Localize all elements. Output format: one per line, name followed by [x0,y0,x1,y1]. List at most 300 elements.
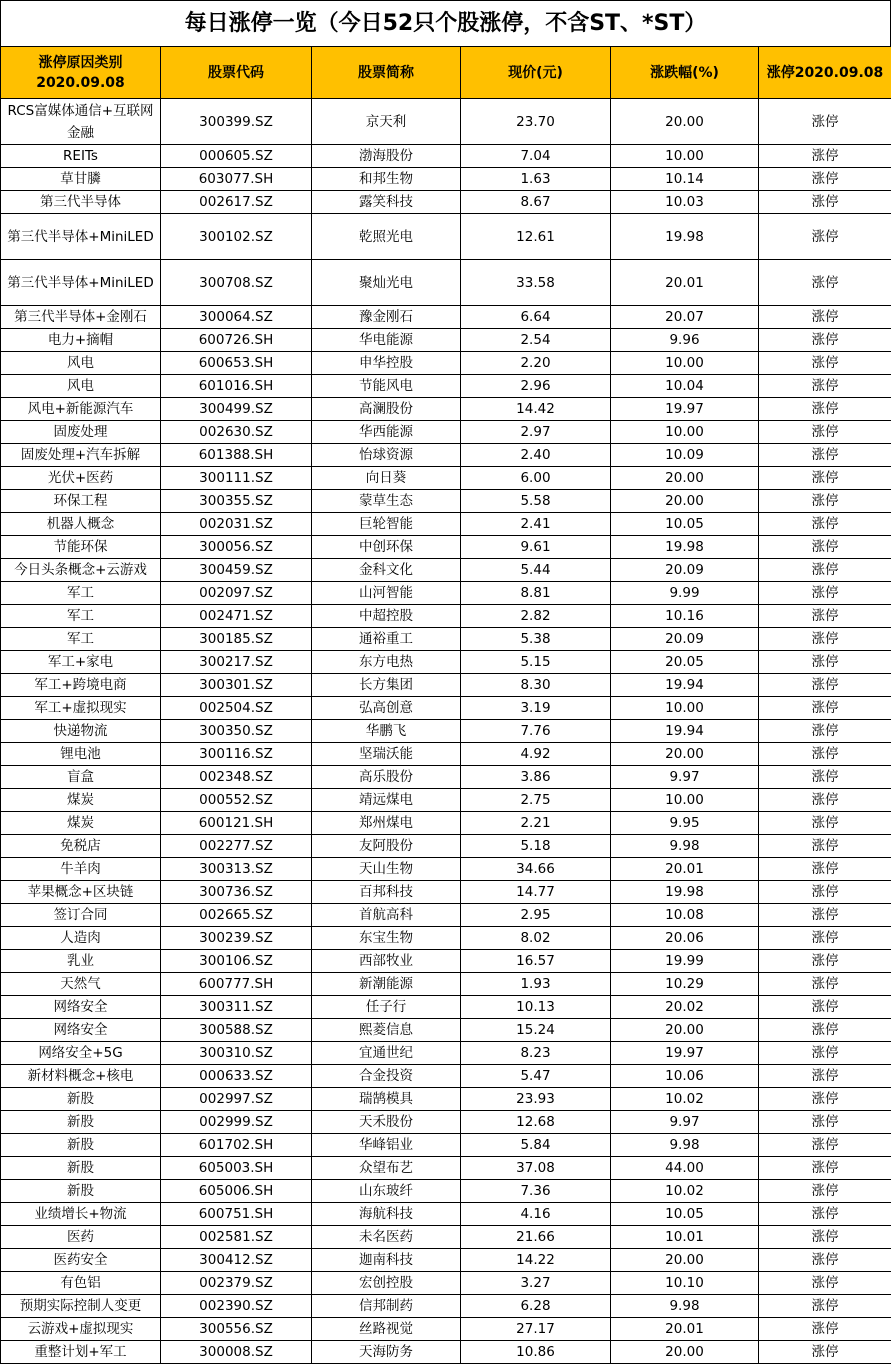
name-cell: 中超控股 [312,605,461,628]
table-row [1,513,891,536]
reason-cell: 军工+跨境电商 [1,674,161,697]
name-cell: 迦南科技 [312,1249,461,1272]
price-cell: 5.18 [461,835,611,858]
status-cell: 涨停 [759,260,891,306]
status-cell: 涨停 [759,1180,891,1203]
code-cell: 300355.SZ [161,490,312,513]
price-cell: 7.76 [461,720,611,743]
price-cell: 6.28 [461,1295,611,1318]
status-cell: 涨停 [759,927,891,950]
name-cell: 巨轮智能 [312,513,461,536]
code-cell: 300399.SZ [161,99,312,145]
price-cell: 2.40 [461,444,611,467]
status-cell: 涨停 [759,973,891,996]
table-row [1,421,891,444]
change-cell: 10.14 [611,168,759,191]
change-cell: 10.10 [611,1272,759,1295]
name-cell: 熙菱信息 [312,1019,461,1042]
price-cell: 8.23 [461,1042,611,1065]
price-cell: 7.04 [461,145,611,168]
price-cell: 15.24 [461,1019,611,1042]
status-cell: 涨停 [759,858,891,881]
name-cell: 山东玻纤 [312,1180,461,1203]
change-cell: 10.00 [611,421,759,444]
table-row [1,1341,891,1364]
table-row [1,444,891,467]
table-row [1,559,891,582]
code-cell: 600121.SH [161,812,312,835]
name-cell: 西部牧业 [312,950,461,973]
status-cell: 涨停 [759,329,891,352]
code-cell: 600653.SH [161,352,312,375]
reason-cell: 电力+摘帽 [1,329,161,352]
reason-cell: 第三代半导体+MiniLED [1,260,161,306]
table-row [1,99,891,145]
table-row [1,651,891,674]
change-cell: 19.94 [611,720,759,743]
table-row [1,720,891,743]
price-cell: 12.68 [461,1111,611,1134]
reason-cell: 网络安全 [1,996,161,1019]
change-cell: 9.96 [611,329,759,352]
header-status: 涨停2020.09.08 [759,47,891,99]
reason-cell: 军工 [1,605,161,628]
code-cell: 600777.SH [161,973,312,996]
price-cell: 8.67 [461,191,611,214]
price-cell: 10.86 [461,1341,611,1364]
code-cell: 002630.SZ [161,421,312,444]
status-cell: 涨停 [759,720,891,743]
reason-cell: 军工+家电 [1,651,161,674]
status-cell: 涨停 [759,605,891,628]
reason-cell: 固废处理 [1,421,161,444]
status-cell: 涨停 [759,766,891,789]
price-cell: 5.38 [461,628,611,651]
code-cell: 300056.SZ [161,536,312,559]
price-cell: 37.08 [461,1157,611,1180]
table-row [1,145,891,168]
table-row [1,927,891,950]
price-cell: 1.93 [461,973,611,996]
reason-cell: 新股 [1,1157,161,1180]
price-cell: 14.77 [461,881,611,904]
price-cell: 2.41 [461,513,611,536]
name-cell: 豫金刚石 [312,306,461,329]
name-cell: 众望布艺 [312,1157,461,1180]
change-cell: 9.97 [611,1111,759,1134]
name-cell: 宏创控股 [312,1272,461,1295]
code-cell: 002379.SZ [161,1272,312,1295]
reason-cell: 业绩增长+物流 [1,1203,161,1226]
table-row [1,582,891,605]
status-cell: 涨停 [759,1341,891,1364]
status-cell: 涨停 [759,1203,891,1226]
change-cell: 20.00 [611,1341,759,1364]
change-cell: 10.02 [611,1180,759,1203]
change-cell: 20.00 [611,467,759,490]
name-cell: 靖远煤电 [312,789,461,812]
name-cell: 向日葵 [312,467,461,490]
status-cell: 涨停 [759,352,891,375]
name-cell: 京天利 [312,99,461,145]
code-cell: 002390.SZ [161,1295,312,1318]
table-row [1,1042,891,1065]
status-cell: 涨停 [759,697,891,720]
table-row [1,306,891,329]
header-price: 现价(元) [461,47,611,99]
code-cell: 300217.SZ [161,651,312,674]
status-cell: 涨停 [759,996,891,1019]
table-row [1,1203,891,1226]
table-row [1,881,891,904]
code-cell: 600751.SH [161,1203,312,1226]
header-row [1,47,891,99]
code-cell: 300459.SZ [161,559,312,582]
table-row [1,352,891,375]
change-cell: 10.08 [611,904,759,927]
price-cell: 2.96 [461,375,611,398]
code-cell: 002665.SZ [161,904,312,927]
table-row [1,467,891,490]
change-cell: 20.01 [611,260,759,306]
name-cell: 东宝生物 [312,927,461,950]
reason-cell: RCS富媒体通信+互联网金融 [1,99,161,145]
name-cell: 和邦生物 [312,168,461,191]
code-cell: 300556.SZ [161,1318,312,1341]
reason-cell: 草甘膦 [1,168,161,191]
price-cell: 3.27 [461,1272,611,1295]
reason-cell: 今日头条概念+云游戏 [1,559,161,582]
reason-cell: 人造肉 [1,927,161,950]
price-cell: 5.15 [461,651,611,674]
code-cell: 002617.SZ [161,191,312,214]
change-cell: 10.00 [611,697,759,720]
reason-cell: 军工 [1,628,161,651]
price-cell: 6.00 [461,467,611,490]
reason-cell: 医药安全 [1,1249,161,1272]
name-cell: 海航科技 [312,1203,461,1226]
reason-cell: 新股 [1,1111,161,1134]
price-cell: 9.61 [461,536,611,559]
change-cell: 19.94 [611,674,759,697]
table-row [1,1249,891,1272]
table-row [1,1272,891,1295]
status-cell: 涨停 [759,674,891,697]
reason-cell: 苹果概念+区块链 [1,881,161,904]
code-cell: 002348.SZ [161,766,312,789]
reason-cell: 盲盒 [1,766,161,789]
table-body [1,99,891,1364]
reason-cell: 牛羊肉 [1,858,161,881]
status-cell: 涨停 [759,1065,891,1088]
change-cell: 9.97 [611,766,759,789]
price-cell: 23.70 [461,99,611,145]
change-cell: 20.01 [611,1318,759,1341]
status-cell: 涨停 [759,421,891,444]
status-cell: 涨停 [759,559,891,582]
change-cell: 20.07 [611,306,759,329]
reason-cell: 煤炭 [1,789,161,812]
reason-cell: 新股 [1,1088,161,1111]
price-cell: 2.21 [461,812,611,835]
status-cell: 涨停 [759,904,891,927]
change-cell: 20.02 [611,996,759,1019]
code-cell: 300102.SZ [161,214,312,260]
table-row [1,628,891,651]
status-cell: 涨停 [759,835,891,858]
table-row [1,1226,891,1249]
table-row [1,697,891,720]
table-row [1,1134,891,1157]
code-cell: 601702.SH [161,1134,312,1157]
price-cell: 2.75 [461,789,611,812]
status-cell: 涨停 [759,950,891,973]
name-cell: 华鹏飞 [312,720,461,743]
name-cell: 天禾股份 [312,1111,461,1134]
change-cell: 19.98 [611,881,759,904]
reason-cell: 新材料概念+核电 [1,1065,161,1088]
status-cell: 涨停 [759,375,891,398]
table-row [1,168,891,191]
sheet-title: 每日涨停一览（今日52只个股涨停，不含ST、*ST） [0,0,891,46]
code-cell: 000552.SZ [161,789,312,812]
name-cell: 新潮能源 [312,973,461,996]
reason-cell: 网络安全 [1,1019,161,1042]
price-cell: 14.22 [461,1249,611,1272]
change-cell: 10.04 [611,375,759,398]
status-cell: 涨停 [759,398,891,421]
status-cell: 涨停 [759,168,891,191]
status-cell: 涨停 [759,743,891,766]
status-cell: 涨停 [759,1019,891,1042]
code-cell: 002581.SZ [161,1226,312,1249]
change-cell: 19.99 [611,950,759,973]
table-row [1,812,891,835]
price-cell: 34.66 [461,858,611,881]
table-row [1,260,891,306]
reason-cell: 天然气 [1,973,161,996]
change-cell: 10.09 [611,444,759,467]
reason-cell: 有色铝 [1,1272,161,1295]
price-cell: 27.17 [461,1318,611,1341]
table-row [1,1295,891,1318]
code-cell: 300301.SZ [161,674,312,697]
change-cell: 19.98 [611,214,759,260]
code-cell: 300008.SZ [161,1341,312,1364]
reason-cell: 新股 [1,1134,161,1157]
status-cell: 涨停 [759,214,891,260]
name-cell: 长方集团 [312,674,461,697]
name-cell: 瑞鹄模具 [312,1088,461,1111]
reason-cell: 快递物流 [1,720,161,743]
table-row [1,398,891,421]
code-cell: 605003.SH [161,1157,312,1180]
price-cell: 5.84 [461,1134,611,1157]
reason-cell: 军工+虚拟现实 [1,697,161,720]
price-cell: 23.93 [461,1088,611,1111]
change-cell: 20.09 [611,559,759,582]
reason-cell: 乳业 [1,950,161,973]
name-cell: 弘高创意 [312,697,461,720]
status-cell: 涨停 [759,789,891,812]
code-cell: 300499.SZ [161,398,312,421]
name-cell: 天山生物 [312,858,461,881]
status-cell: 涨停 [759,467,891,490]
name-cell: 坚瑞沃能 [312,743,461,766]
table-row [1,766,891,789]
code-cell: 300106.SZ [161,950,312,973]
status-cell: 涨停 [759,1226,891,1249]
reason-cell: 第三代半导体+金刚石 [1,306,161,329]
name-cell: 乾照光电 [312,214,461,260]
price-cell: 4.92 [461,743,611,766]
reason-cell: 网络安全+5G [1,1042,161,1065]
status-cell: 涨停 [759,536,891,559]
code-cell: 300116.SZ [161,743,312,766]
change-cell: 10.00 [611,352,759,375]
change-cell: 10.06 [611,1065,759,1088]
change-cell: 19.98 [611,536,759,559]
code-cell: 605006.SH [161,1180,312,1203]
table-row [1,835,891,858]
table-row [1,743,891,766]
change-cell: 20.00 [611,743,759,766]
status-cell: 涨停 [759,1272,891,1295]
code-cell: 600726.SH [161,329,312,352]
table-row [1,789,891,812]
reason-cell: 光伏+医药 [1,467,161,490]
status-cell: 涨停 [759,306,891,329]
change-cell: 10.00 [611,145,759,168]
reason-cell: 军工 [1,582,161,605]
reason-cell: REITs [1,145,161,168]
table-row [1,191,891,214]
code-cell: 601388.SH [161,444,312,467]
price-cell: 4.16 [461,1203,611,1226]
price-cell: 5.47 [461,1065,611,1088]
status-cell: 涨停 [759,1295,891,1318]
change-cell: 10.05 [611,513,759,536]
code-cell: 000605.SZ [161,145,312,168]
status-cell: 涨停 [759,812,891,835]
price-cell: 7.36 [461,1180,611,1203]
name-cell: 天海防务 [312,1341,461,1364]
name-cell: 宜通世纪 [312,1042,461,1065]
price-cell: 5.44 [461,559,611,582]
price-cell: 8.81 [461,582,611,605]
header-reason: 涨停原因类别 2020.09.08 [1,47,161,99]
status-cell: 涨停 [759,1318,891,1341]
change-cell: 9.98 [611,1134,759,1157]
reason-cell: 煤炭 [1,812,161,835]
change-cell: 10.16 [611,605,759,628]
status-cell: 涨停 [759,490,891,513]
code-cell: 002277.SZ [161,835,312,858]
reason-cell: 预期实际控制人变更 [1,1295,161,1318]
table-row [1,1180,891,1203]
change-cell: 20.00 [611,1249,759,1272]
table-row [1,1318,891,1341]
name-cell: 通裕重工 [312,628,461,651]
change-cell: 20.01 [611,858,759,881]
name-cell: 聚灿光电 [312,260,461,306]
price-cell: 2.95 [461,904,611,927]
table-row [1,904,891,927]
code-cell: 300412.SZ [161,1249,312,1272]
code-cell: 002031.SZ [161,513,312,536]
change-cell: 44.00 [611,1157,759,1180]
status-cell: 涨停 [759,1042,891,1065]
status-cell: 涨停 [759,1111,891,1134]
status-cell: 涨停 [759,1249,891,1272]
change-cell: 9.98 [611,835,759,858]
status-cell: 涨停 [759,651,891,674]
reason-cell: 签订合同 [1,904,161,927]
change-cell: 20.06 [611,927,759,950]
price-cell: 1.63 [461,168,611,191]
change-cell: 19.97 [611,1042,759,1065]
reason-cell: 风电+新能源汽车 [1,398,161,421]
table-row [1,1157,891,1180]
name-cell: 首航高科 [312,904,461,927]
reason-cell: 机器人概念 [1,513,161,536]
change-cell: 19.97 [611,398,759,421]
table-row [1,1065,891,1088]
status-cell: 涨停 [759,1134,891,1157]
code-cell: 300736.SZ [161,881,312,904]
table-row [1,1111,891,1134]
reason-cell: 医药 [1,1226,161,1249]
price-cell: 3.86 [461,766,611,789]
reason-cell: 免税店 [1,835,161,858]
price-cell: 12.61 [461,214,611,260]
name-cell: 华西能源 [312,421,461,444]
change-cell: 20.05 [611,651,759,674]
name-cell: 蒙草生态 [312,490,461,513]
status-cell: 涨停 [759,628,891,651]
table-row [1,375,891,398]
price-cell: 5.58 [461,490,611,513]
reason-cell: 环保工程 [1,490,161,513]
table-row [1,973,891,996]
status-cell: 涨停 [759,1157,891,1180]
code-cell: 300313.SZ [161,858,312,881]
code-cell: 300111.SZ [161,467,312,490]
table-row [1,214,891,260]
reason-cell: 固废处理+汽车拆解 [1,444,161,467]
change-cell: 9.95 [611,812,759,835]
reason-cell: 风电 [1,375,161,398]
change-cell: 10.03 [611,191,759,214]
status-cell: 涨停 [759,881,891,904]
table-row [1,605,891,628]
name-cell: 任子行 [312,996,461,1019]
name-cell: 丝路视觉 [312,1318,461,1341]
price-cell: 3.19 [461,697,611,720]
name-cell: 华电能源 [312,329,461,352]
change-cell: 20.00 [611,490,759,513]
code-cell: 000633.SZ [161,1065,312,1088]
table-row [1,858,891,881]
status-cell: 涨停 [759,99,891,145]
name-cell: 高乐股份 [312,766,461,789]
price-cell: 16.57 [461,950,611,973]
price-cell: 8.30 [461,674,611,697]
change-cell: 10.02 [611,1088,759,1111]
code-cell: 002097.SZ [161,582,312,605]
code-cell: 300064.SZ [161,306,312,329]
price-cell: 2.82 [461,605,611,628]
